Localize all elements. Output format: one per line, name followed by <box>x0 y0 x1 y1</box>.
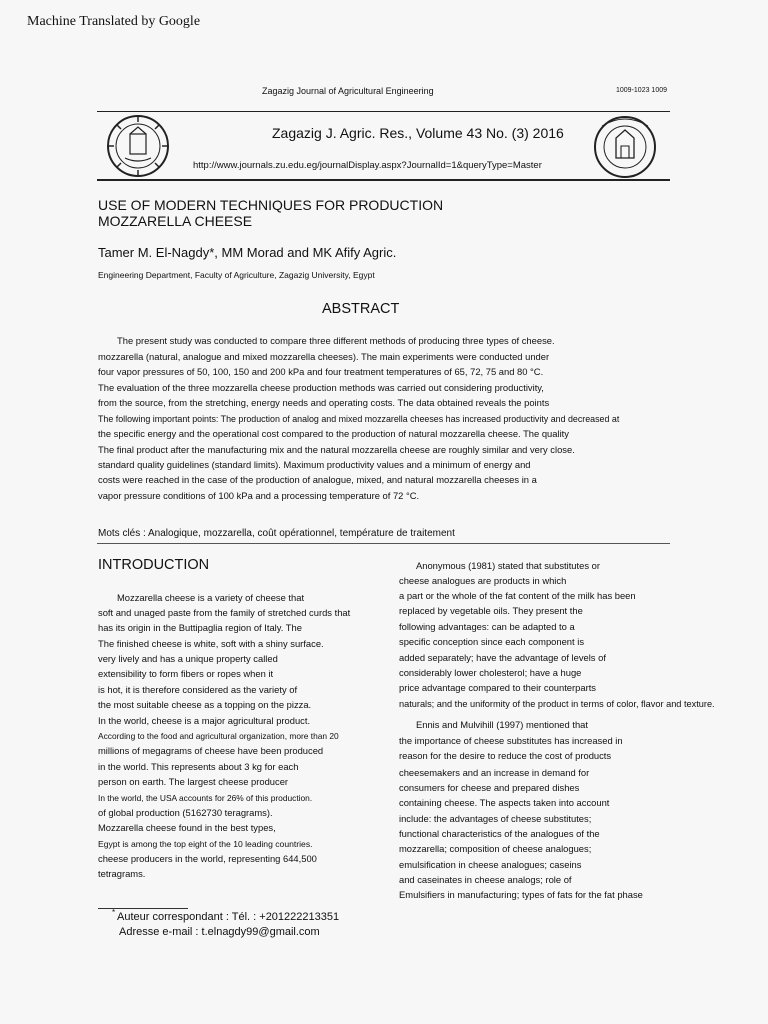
body-line: added separately; have the advantage of levels of <box>399 652 606 663</box>
body-line: reason for the desire to reduce the cost of products <box>399 750 612 761</box>
body-line: The finished cheese is white, soft with a shiny surface. <box>98 638 324 649</box>
body-line: In the world, cheese is a major agricultural product. <box>98 715 311 726</box>
footnote-corresponding-author: Auteur correspondant : Tél. : +201222213351 <box>117 911 340 923</box>
body-line: naturals; and the uniformity of the product in terms of color, flavor and texture. <box>399 699 715 709</box>
body-line: price advantage compared to their counterparts <box>399 682 596 693</box>
abstract-line: four vapor pressures of 50, 100, 150 and 200 kPa and four treatment temperatures of 65, 72, 75 and 80 °C. <box>98 366 544 377</box>
abstract-heading: ABSTRACT <box>322 301 400 317</box>
abstract-line: the specific energy and the operational cost compared to the production of natural mozzarella cheese. The quality <box>98 428 569 439</box>
header-divider <box>97 111 670 112</box>
body-line: cheese analogues are products in which <box>399 575 567 586</box>
body-line: of global production (5162730 teragrams). <box>98 807 273 818</box>
body-line: Mozzarella cheese found in the best types, <box>98 822 276 833</box>
body-line: has its origin in the Buttipaglia region of Italy. The <box>98 622 302 633</box>
body-line: considerably lower cholesterol; have a huge <box>399 667 582 678</box>
article-title: USE OF MODERN TECHNIQUES FOR PRODUCTION MOZZARELLA CHEESE <box>98 197 444 229</box>
body-line: specific conception since each component is <box>399 636 585 647</box>
abstract-line: The evaluation of the three mozzarella cheese production methods was carried out considering productivity, <box>98 382 544 393</box>
header-bottom-divider <box>97 179 670 181</box>
abstract-line: mozzarella (natural, analogue and mixed mozzarella cheeses). The main experiments were conducted under <box>98 351 550 362</box>
body-line: According to the food and agricultural organization, more than 20 <box>98 731 339 741</box>
abstract-line: standard quality guidelines (standard limits). Maximum productivity values and a minimum of energy and <box>98 459 531 470</box>
body-line: very lively and has a unique property called <box>98 653 278 664</box>
author-affiliation: Engineering Department, Faculty of Agriculture, Zagazig University, Egypt <box>98 270 375 280</box>
body-line: Egypt is among the top eight of the 10 leading countries. <box>98 839 313 849</box>
body-line: Emulsifiers in manufacturing; types of fats for the fat phase <box>399 889 643 900</box>
body-line: is hot, it is therefore considered as the variety of <box>98 684 298 695</box>
journal-name: Zagazig Journal of Agricultural Engineering <box>262 86 434 96</box>
journal-citation: Zagazig J. Agric. Res., Volume 43 No. (3) 2016 <box>272 125 564 141</box>
body-line: person on earth. The largest cheese producer <box>98 776 289 787</box>
article-authors: Tamer M. El-Nagdy*, MM Morad and MK Afify Agric. <box>98 245 397 260</box>
body-line: containing cheese. The aspects taken into account <box>399 797 610 808</box>
abstract-line: vapor pressure conditions of 100 kPa and a processing temperature of 72 °C. <box>98 490 420 501</box>
body-line: consumers for cheese and prepared dishes <box>399 782 580 793</box>
body-line: emulsification in cheese analogues; caseins <box>399 859 582 870</box>
body-line: Anonymous (1981) stated that substitutes or <box>416 560 600 571</box>
body-line: functional characteristics of the analogues of the <box>399 828 600 839</box>
body-line: a part or the whole of the fat content of the milk has been <box>399 590 636 601</box>
body-line: replaced by vegetable oils. They present the <box>399 605 583 616</box>
introduction-heading: INTRODUCTION <box>98 557 210 573</box>
keywords: Mots clés : Analogique, mozzarella, coût opérationnel, température de traitement <box>98 528 455 539</box>
abstract-line: The present study was conducted to compare three different methods of producing three types of cheese. <box>117 335 555 346</box>
body-line: the most suitable cheese as a topping on the pizza. <box>98 699 312 710</box>
body-line: following advantages: can be adapted to a <box>399 621 575 632</box>
faculty-seal-logo <box>97 114 179 178</box>
body-line: include: the advantages of cheese substitutes; <box>399 813 592 824</box>
abstract-line: The following important points: The production of analog and mixed mozzarella cheeses has increased productivity and decreased at <box>98 414 620 424</box>
body-line: millions of megagrams of cheese have been produced <box>98 745 324 756</box>
abstract-line: from the source, from the stretching, energy needs and operating costs. The data obtained reveals the points <box>98 397 550 408</box>
body-line: the importance of cheese substitutes has increased in <box>399 735 623 746</box>
body-line: extensibility to form fibers or ropes when it <box>98 668 274 679</box>
body-line: cheese producers in the world, representing 644,500 <box>98 853 317 864</box>
footnote-email[interactable]: Adresse e-mail : t.elnagdy99@gmail.com <box>119 926 320 938</box>
journal-emblem-logo <box>582 114 668 180</box>
machine-translation-banner: Machine Translated by Google <box>27 14 201 29</box>
body-line: Ennis and Mulvihill (1997) mentioned that <box>416 719 588 730</box>
body-line: Mozzarella cheese is a variety of cheese that <box>117 592 305 603</box>
footnote-marker: * <box>112 908 116 917</box>
body-line: in the world. This represents about 3 kg for each <box>98 761 299 772</box>
body-line: cheesemakers and an increase in demand for <box>399 767 590 778</box>
body-line: soft and unaged paste from the family of stretched curds that <box>98 607 351 618</box>
body-line: tetragrams. <box>98 868 146 879</box>
body-line: mozzarella; composition of cheese analogues; <box>399 843 592 854</box>
page-range: 1009-1023 1009 <box>616 87 667 94</box>
body-line: and caseinates in cheese analogs; role of <box>399 874 572 885</box>
abstract-line: costs were reached in the case of the production of analogue, mixed, and natural mozzarella cheeses in a <box>98 474 537 485</box>
body-line: In the world, the USA accounts for 26% of this production. <box>98 793 313 803</box>
journal-url[interactable]: http://www.journals.zu.edu.eg/journalDisplay.aspx?JournalId=1&queryType=Master <box>193 160 542 171</box>
abstract-line: The final product after the manufacturing mix and the natural mozzarella cheese are roughly similar and very close. <box>98 444 575 455</box>
keywords-divider <box>97 543 670 544</box>
